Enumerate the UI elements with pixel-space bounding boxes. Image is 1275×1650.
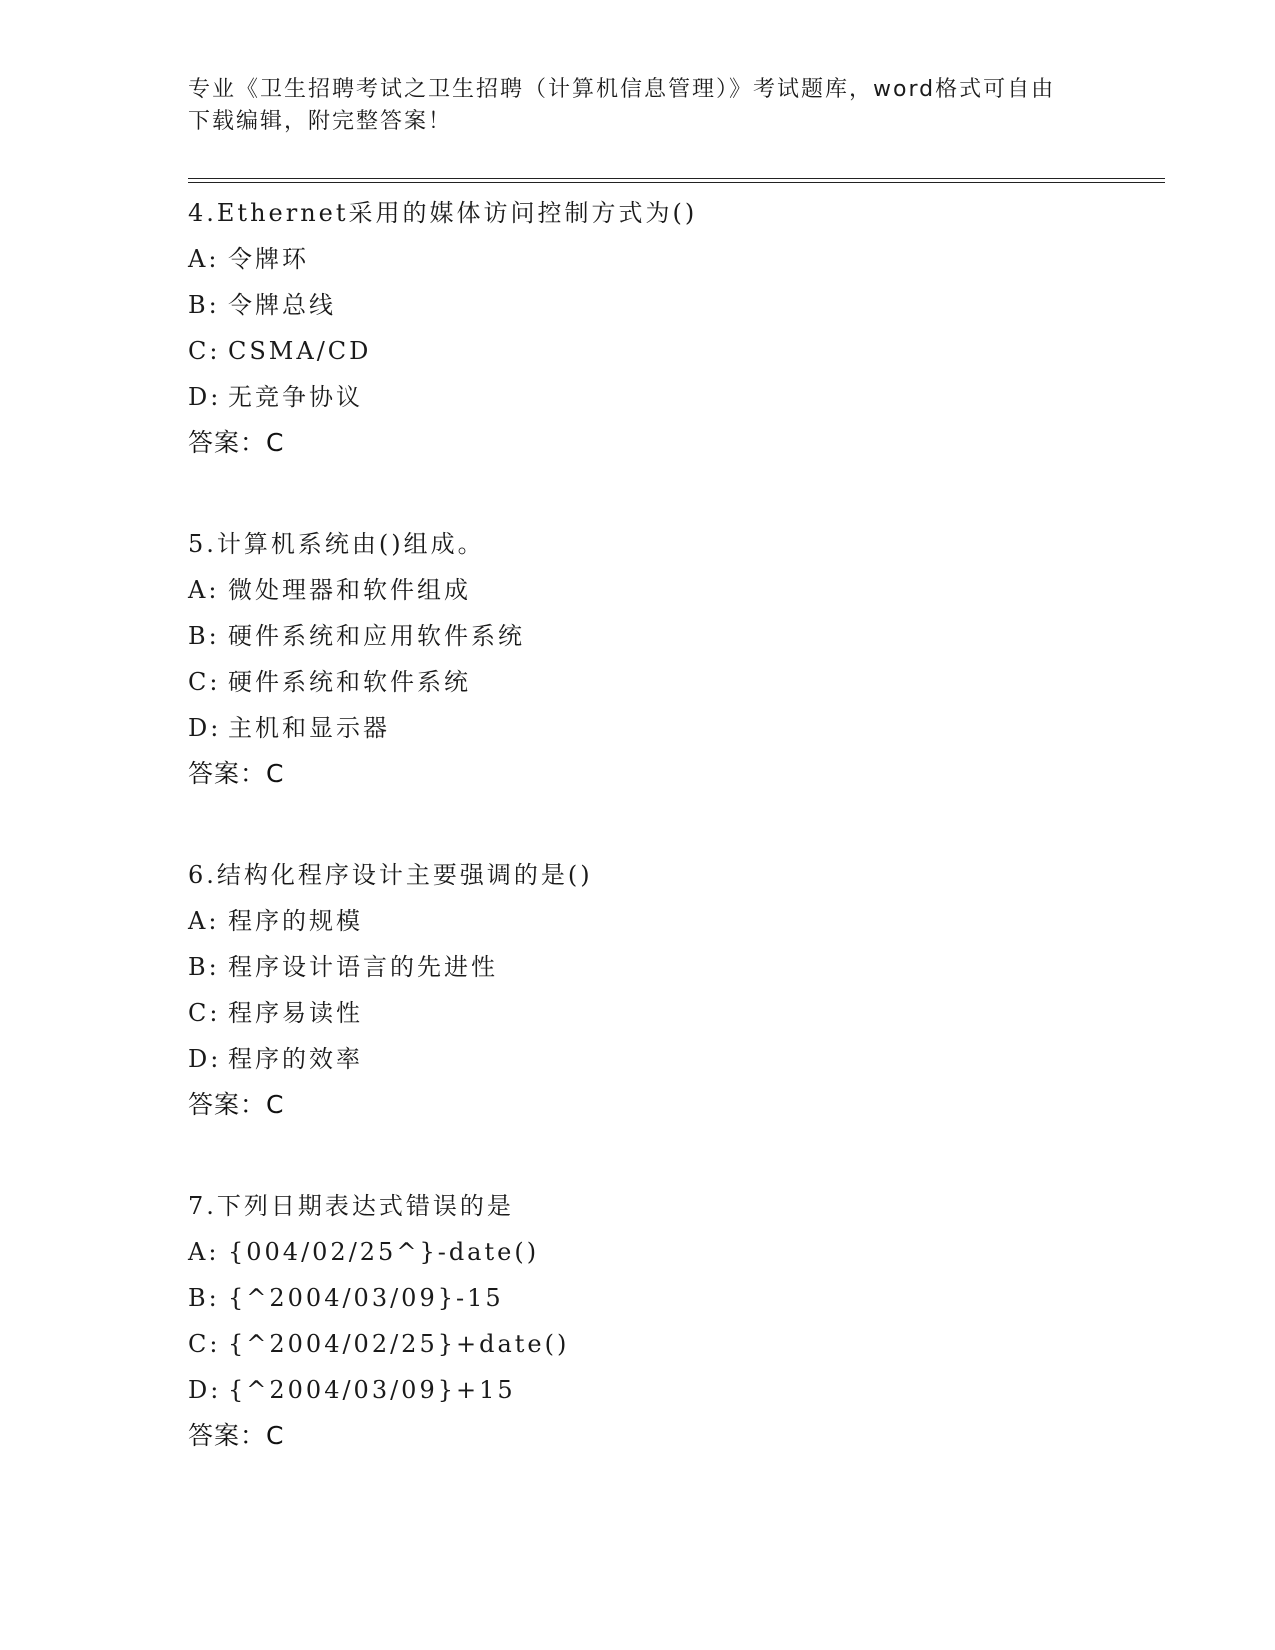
option-key: A: [188,1238,220,1266]
option-a [188,898,1148,944]
option-text: 程序易读性 [228,999,363,1027]
question-title: 6.结构化程序设计主要强调的是() [188,861,593,889]
option-key: B: [188,622,220,650]
option-d [188,1036,1148,1082]
option-key: D: [188,1376,222,1404]
question-item [188,1183,1148,1459]
header-divider-line-double [188,182,1165,183]
option-text: {^2004/03/09}+15 [228,1376,516,1404]
option-b [188,613,1148,659]
option-a [188,236,1148,282]
option-text: {^2004/03/09}-15 [228,1284,504,1312]
option-key: B: [188,953,220,981]
option-a [188,1229,1148,1275]
option-key: D: [188,714,222,742]
answer-line: 答案：C [188,1090,285,1119]
option-key: B: [188,291,220,319]
option-key: C: [188,668,221,696]
option-text: 硬件系统和软件系统 [228,668,471,696]
option-text: 令牌环 [228,245,309,273]
option-b [188,282,1148,328]
option-key: B: [188,1284,220,1312]
question-item [188,852,1148,1128]
option-key: A: [188,245,220,273]
option-text: 程序设计语言的先进性 [228,953,498,981]
header-divider-line [188,178,1165,179]
option-text: 微处理器和软件组成 [228,576,471,604]
option-c [188,659,1148,705]
option-c [188,328,1148,374]
option-key: A: [188,576,220,604]
option-a [188,567,1148,613]
option-text: 无竞争协议 [228,383,363,411]
answer-line: 答案：C [188,428,285,457]
question-item [188,190,1148,466]
option-key: D: [188,1045,222,1073]
option-text: {004/02/25^}-date() [228,1238,540,1266]
option-key: C: [188,999,221,1027]
option-d [188,705,1148,751]
option-key: C: [188,1330,221,1358]
option-text: 主机和显示器 [228,714,390,742]
option-d [188,374,1148,420]
document-intro: 专业《卫生招聘考试之卫生招聘（计算机信息管理）》考试题库，word格式可自由下载编辑，附完整答案！ [188,77,1056,134]
option-text: 硬件系统和应用软件系统 [228,622,525,650]
option-text: {^2004/02/25}+date() [228,1330,570,1358]
option-c [188,1321,1148,1367]
option-text: 令牌总线 [228,291,336,319]
option-d [188,1367,1148,1413]
option-key: A: [188,907,220,935]
answer-line: 答案：C [188,1421,285,1450]
answer-line: 答案：C [188,759,285,788]
option-text: CSMA/CD [228,337,372,365]
option-text: 程序的效率 [228,1045,363,1073]
option-b [188,944,1148,990]
option-b [188,1275,1148,1321]
option-key: C: [188,337,221,365]
option-text: 程序的规模 [228,907,363,935]
question-title: 7.下列日期表达式错误的是 [188,1192,514,1220]
question-item [188,521,1148,797]
question-title: 5.计算机系统由()组成。 [188,530,485,558]
option-c [188,990,1148,1036]
option-key: D: [188,383,222,411]
question-list [188,190,1148,1514]
question-title: 4.Ethernet采用的媒体访问控制方式为() [188,199,698,227]
